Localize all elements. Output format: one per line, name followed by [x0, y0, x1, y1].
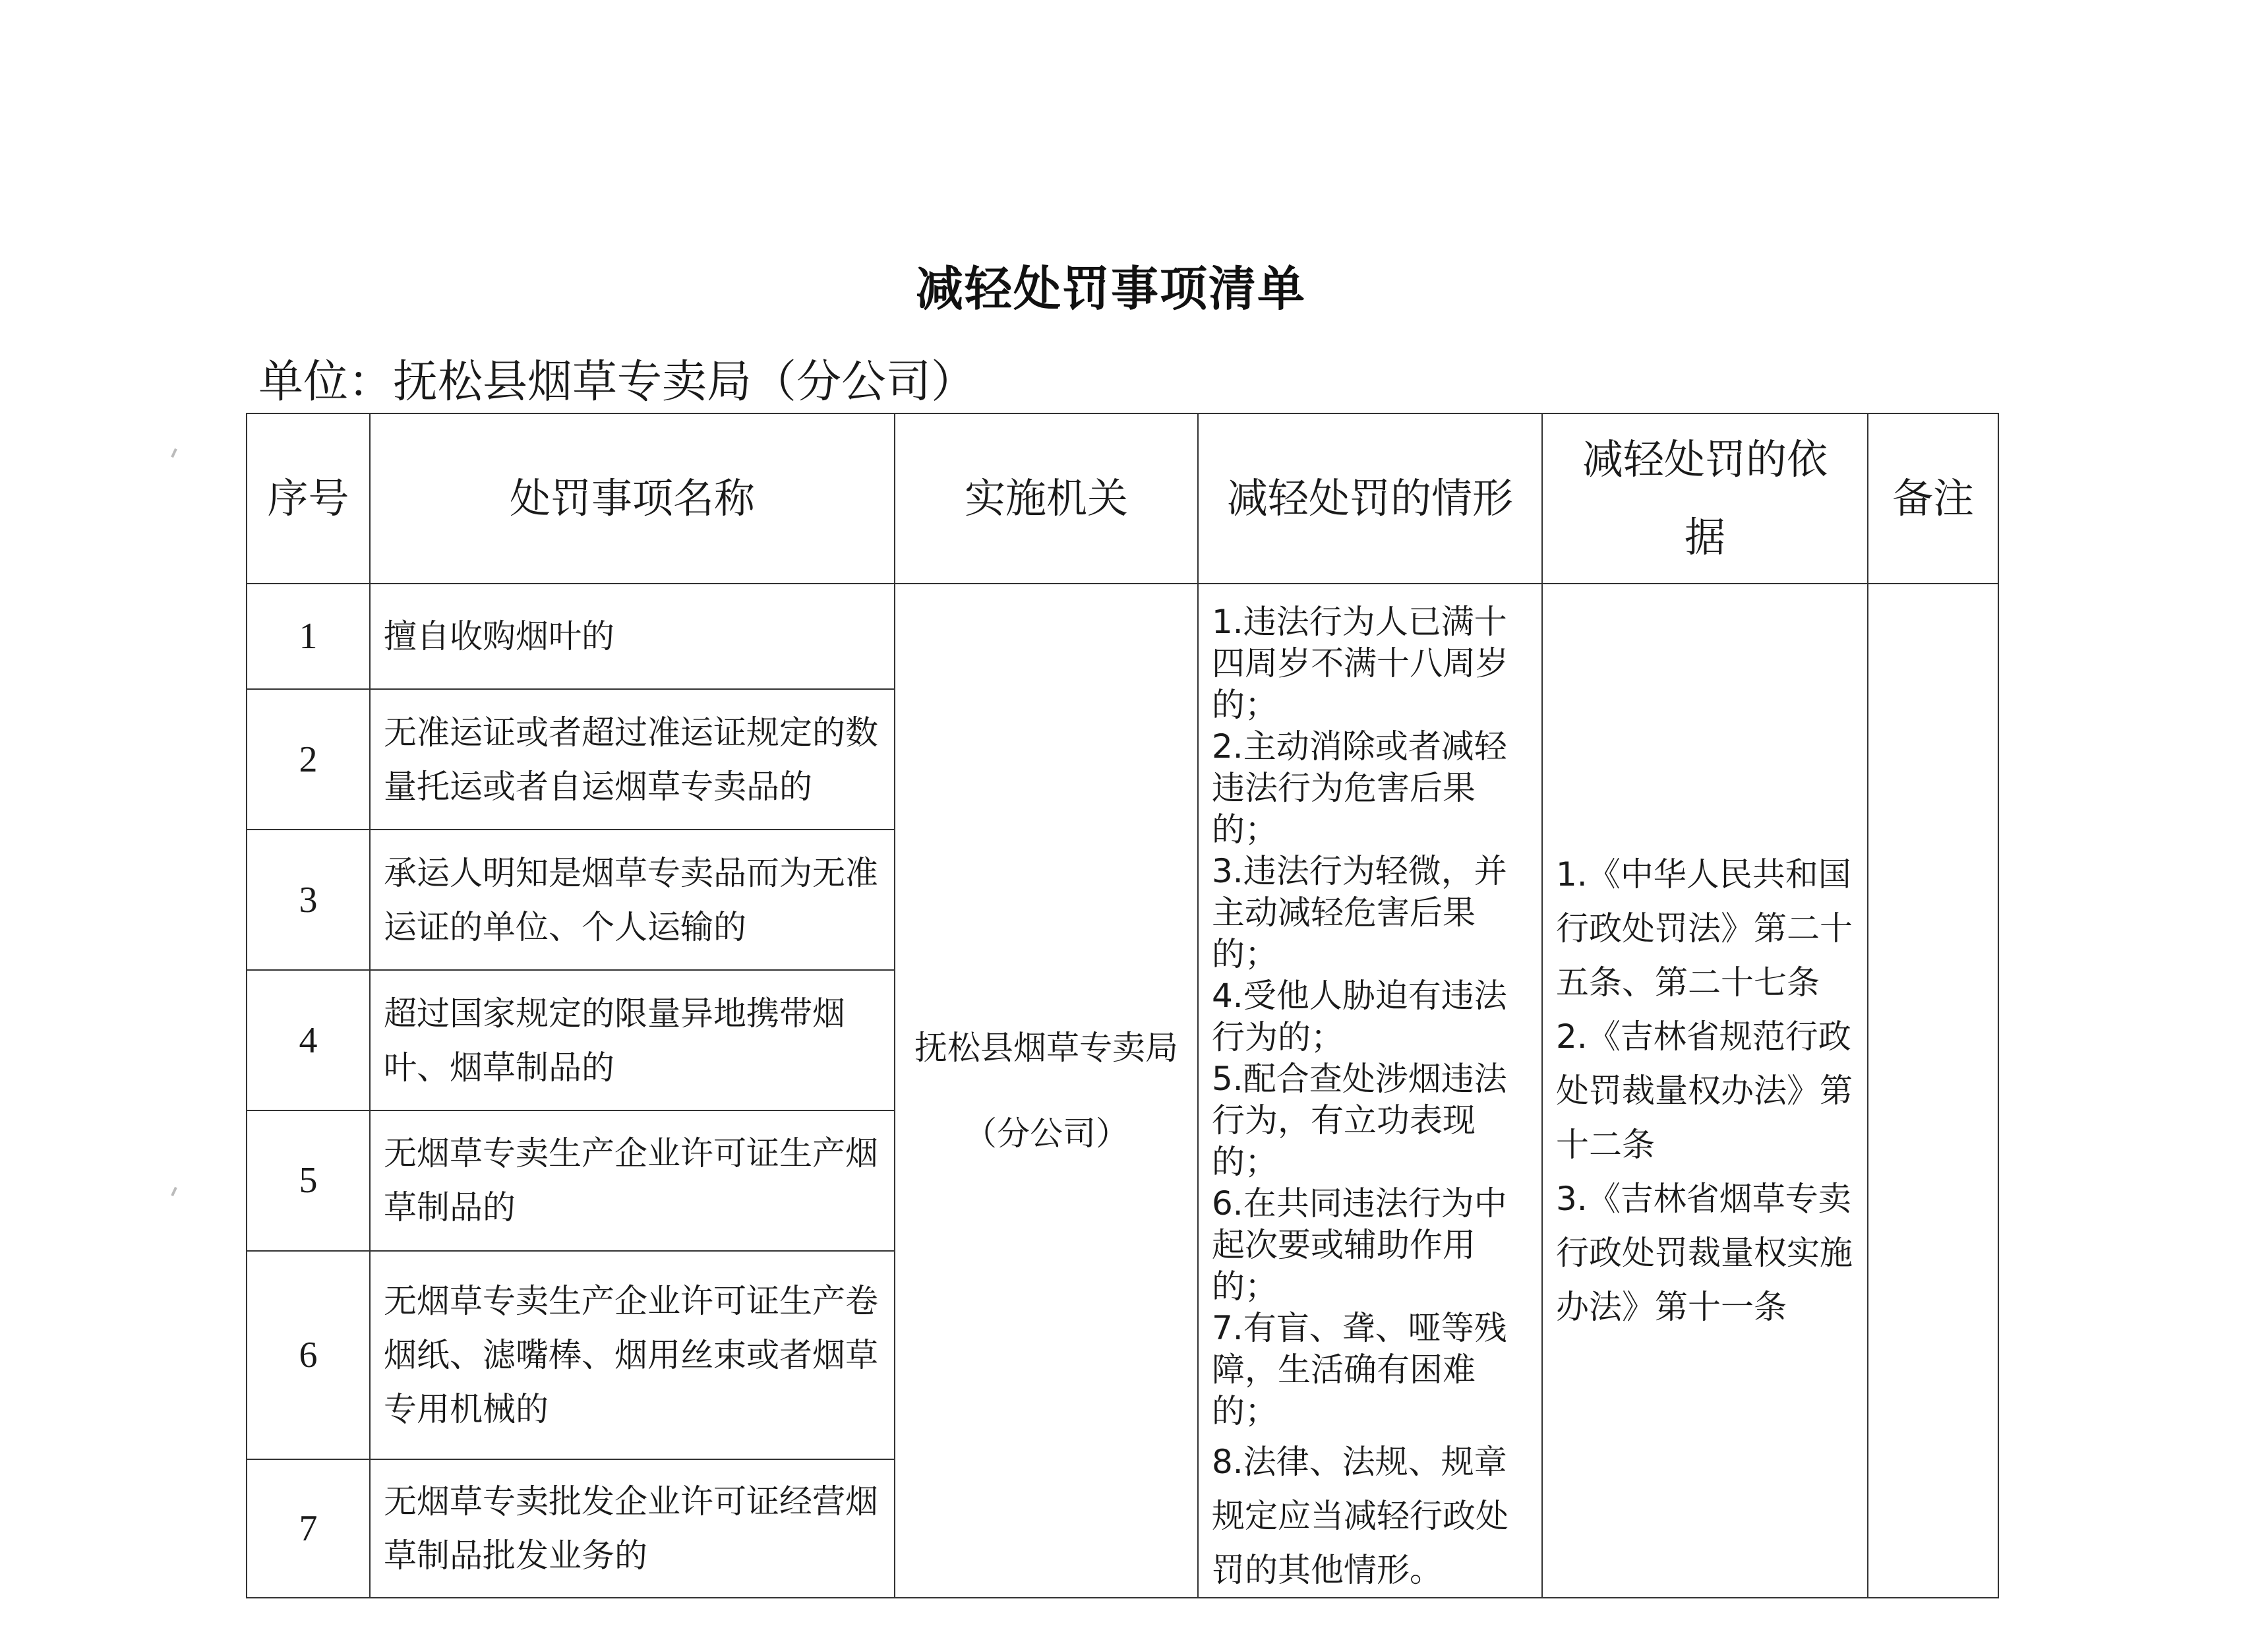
row-item-name: 无烟草专卖生产企业许可证生产烟草制品的 [370, 1110, 895, 1251]
row-item-name: 无烟草专卖批发企业许可证经营烟草制品批发业务的 [370, 1459, 895, 1598]
table-row [247, 584, 1998, 689]
row-seq: 7 [247, 1459, 370, 1598]
agency-name: 抚松县烟草专卖局 [914, 1029, 1178, 1067]
row-seq: 1 [247, 584, 370, 689]
row-seq: 2 [247, 689, 370, 830]
header-condition: 减轻处罚的情形 [1198, 413, 1542, 584]
condition-item: 3.违法行为轻微，并主动减轻危害后果的； [1212, 852, 1507, 973]
row-seq: 5 [247, 1110, 370, 1251]
condition-item: 6.在共同违法行为中起次要或辅助作用的； [1212, 1184, 1507, 1306]
header-basis: 减轻处罚的依据 [1542, 413, 1868, 584]
row-seq: 3 [247, 830, 370, 970]
basis-item: 2.《吉林省规范行政处罚裁量权办法》第十二条 [1556, 1017, 1853, 1164]
row-item-name: 擅自收购烟叶的 [370, 584, 895, 689]
header-name: 处罚事项名称 [370, 413, 895, 584]
unit-label: 单位：抚松县烟草专卖局（分公司） [258, 356, 976, 408]
document-title: 减轻处罚事项清单 [915, 261, 1306, 317]
condition-cell [1198, 584, 1542, 1598]
row-item-name: 承运人明知是烟草专卖品而为无准运证的单位、个人运输的 [370, 830, 895, 970]
row-seq: 6 [247, 1251, 370, 1459]
note-cell [1868, 584, 1998, 1598]
row-item-name: 无烟草专卖生产企业许可证生产卷烟纸、滤嘴棒、烟用丝束或者烟草专用机械的 [370, 1251, 895, 1459]
row-item-name: 超过国家规定的限量异地携带烟叶、烟草制品的 [370, 970, 895, 1110]
header-agency: 实施机关 [895, 413, 1198, 584]
agency-cell [895, 584, 1198, 1598]
scan-speck [171, 1187, 177, 1196]
header-seq: 序号 [247, 413, 370, 584]
basis-item: 3.《吉林省烟草专卖行政处罚裁量权实施办法》第十一条 [1556, 1180, 1853, 1326]
condition-item: 1.违法行为人已满十四周岁不满十八周岁的； [1212, 603, 1508, 724]
penalty-table [246, 413, 1999, 1598]
row-item-name: 无准运证或者超过准运证规定的数量托运或者自运烟草专卖品的 [370, 689, 895, 830]
table-header-row [247, 413, 1998, 584]
condition-item: 2.主动消除或者减轻违法行为危害后果的； [1212, 727, 1507, 849]
condition-item: 4.受他人胁迫有违法行为的； [1212, 977, 1507, 1056]
condition-item: 5.配合查处涉烟违法行为，有立功表现的； [1212, 1060, 1507, 1181]
basis-item: 1.《中华人民共和国行政处罚法》第二十五条、第二十七条 [1556, 855, 1853, 1002]
header-note: 备注 [1868, 413, 1998, 584]
agency-branch: （分公司） [964, 1114, 1129, 1153]
condition-item: 8.法律、法规、规章规定应当减轻行政处罚的其他情形。 [1212, 1443, 1508, 1589]
scan-speck [171, 448, 177, 458]
basis-cell [1542, 584, 1868, 1598]
row-seq: 4 [247, 970, 370, 1110]
condition-item: 7.有盲、聋、哑等残障，生活确有困难的； [1212, 1309, 1507, 1430]
